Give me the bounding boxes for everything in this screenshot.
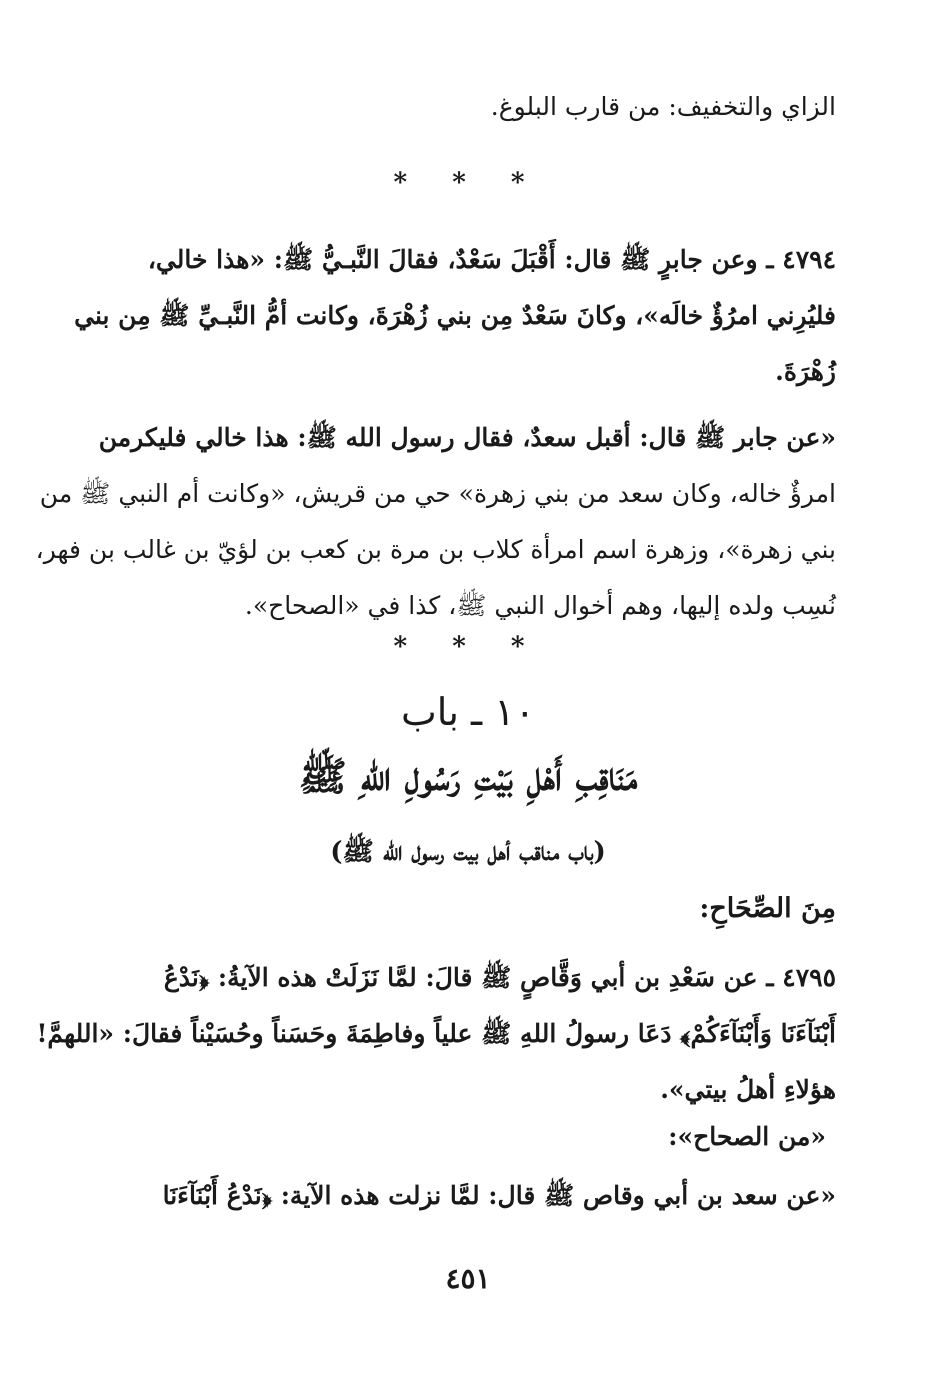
hadith-4795-line: ٤٧٩٥ ـ عن سَعْدِ بن أبي وَقَّاصٍ ﷺ قالَ: لمَّا نَزَلَتْ هذه الآيةُ: ﴿نَدْعُ [163,963,836,992]
hadith-4795 [36,950,836,1118]
separator-stars: * * * [393,632,543,662]
hadith-4794-line: فليُرِني امرُؤٌ خالَه»، وكانَ سَعْدٌ مِن بني زُهْرَةَ، وكانت أمُّ النَّبـيِّ ﷺ مِن بني [74,301,836,330]
page-number: ٤٥١ [445,1262,491,1295]
hadith-4795-commentary [101,1180,836,1217]
separator-stars: * * * [393,168,543,198]
section-label-sihah-2 [91,1122,826,1151]
section-label-2-text: «من الصحاح»: [668,1122,826,1151]
bab-number-heading: ١٠ ـ باب [400,690,536,734]
hadith-4795-line: أَبْنَآءَنَا وَأَبْنَآءَكُمْ﴾ دَعَا رسولُ اللهِ ﷺ علياً وفاطِمَةَ وحَسَناً وحُسَيْناً فقالَ: «اللهمَّ! [36,1019,836,1048]
intro-line [101,92,836,121]
hadith-4794 [74,232,836,400]
commentary-line: «عن سعد بن أبي وقاص ﷺ قال: لمَّا نزلت هذه الآية: ﴿نَدْعُ أَبْنَآءَنَا [162,1181,836,1210]
commentary-line: بني زهرة»، وزهرة اسم امرأة كلاب بن مرة بن كعب بن لؤيّ بن غالب بن فهر، [35,535,836,564]
commentary-line: امرؤٌ خاله، وكان سعد من بني زهرة» حي من قريش، «وكانت أم النبي ﷺ من [39,479,836,508]
hadith-4794-line: ٤٧٩٤ ـ وعن جابرٍ ﷺ قال: أَقْبَلَ سَعْدٌ، فقالَ النَّبـيُّ ﷺ: «هذا خالي، [147,245,836,274]
section-label-text: مِنَ الصِّحَاحِ: [699,893,836,924]
bab-subtitle: (باب مناقب أهل بيت رسول الله ﷺ) [330,837,606,867]
commentary-line: «عن جابر ﷺ قال: أقبل سعدٌ، فقال رسول الله ﷺ: هذا خالي فليكرمن [98,423,836,452]
bab-title: مَنَاقِبِ أَهْلِ بَيْتِ رَسُولِ اللهِ ﷺ [298,753,638,800]
hadith-4795-line: هؤلاءِ أهلُ بيتي». [660,1075,836,1104]
section-label-sihah [101,893,836,924]
hadith-4794-line: زُهْرَةَ. [775,357,836,386]
hadith-4794-commentary [35,410,836,634]
intro-line-text: الزاي والتخفيف: من قارب البلوغ. [490,92,836,121]
commentary-line: نُسِب ولده إليها، وهم أخوال النبي ﷺ، كذا في «الصحاح». [244,591,836,620]
